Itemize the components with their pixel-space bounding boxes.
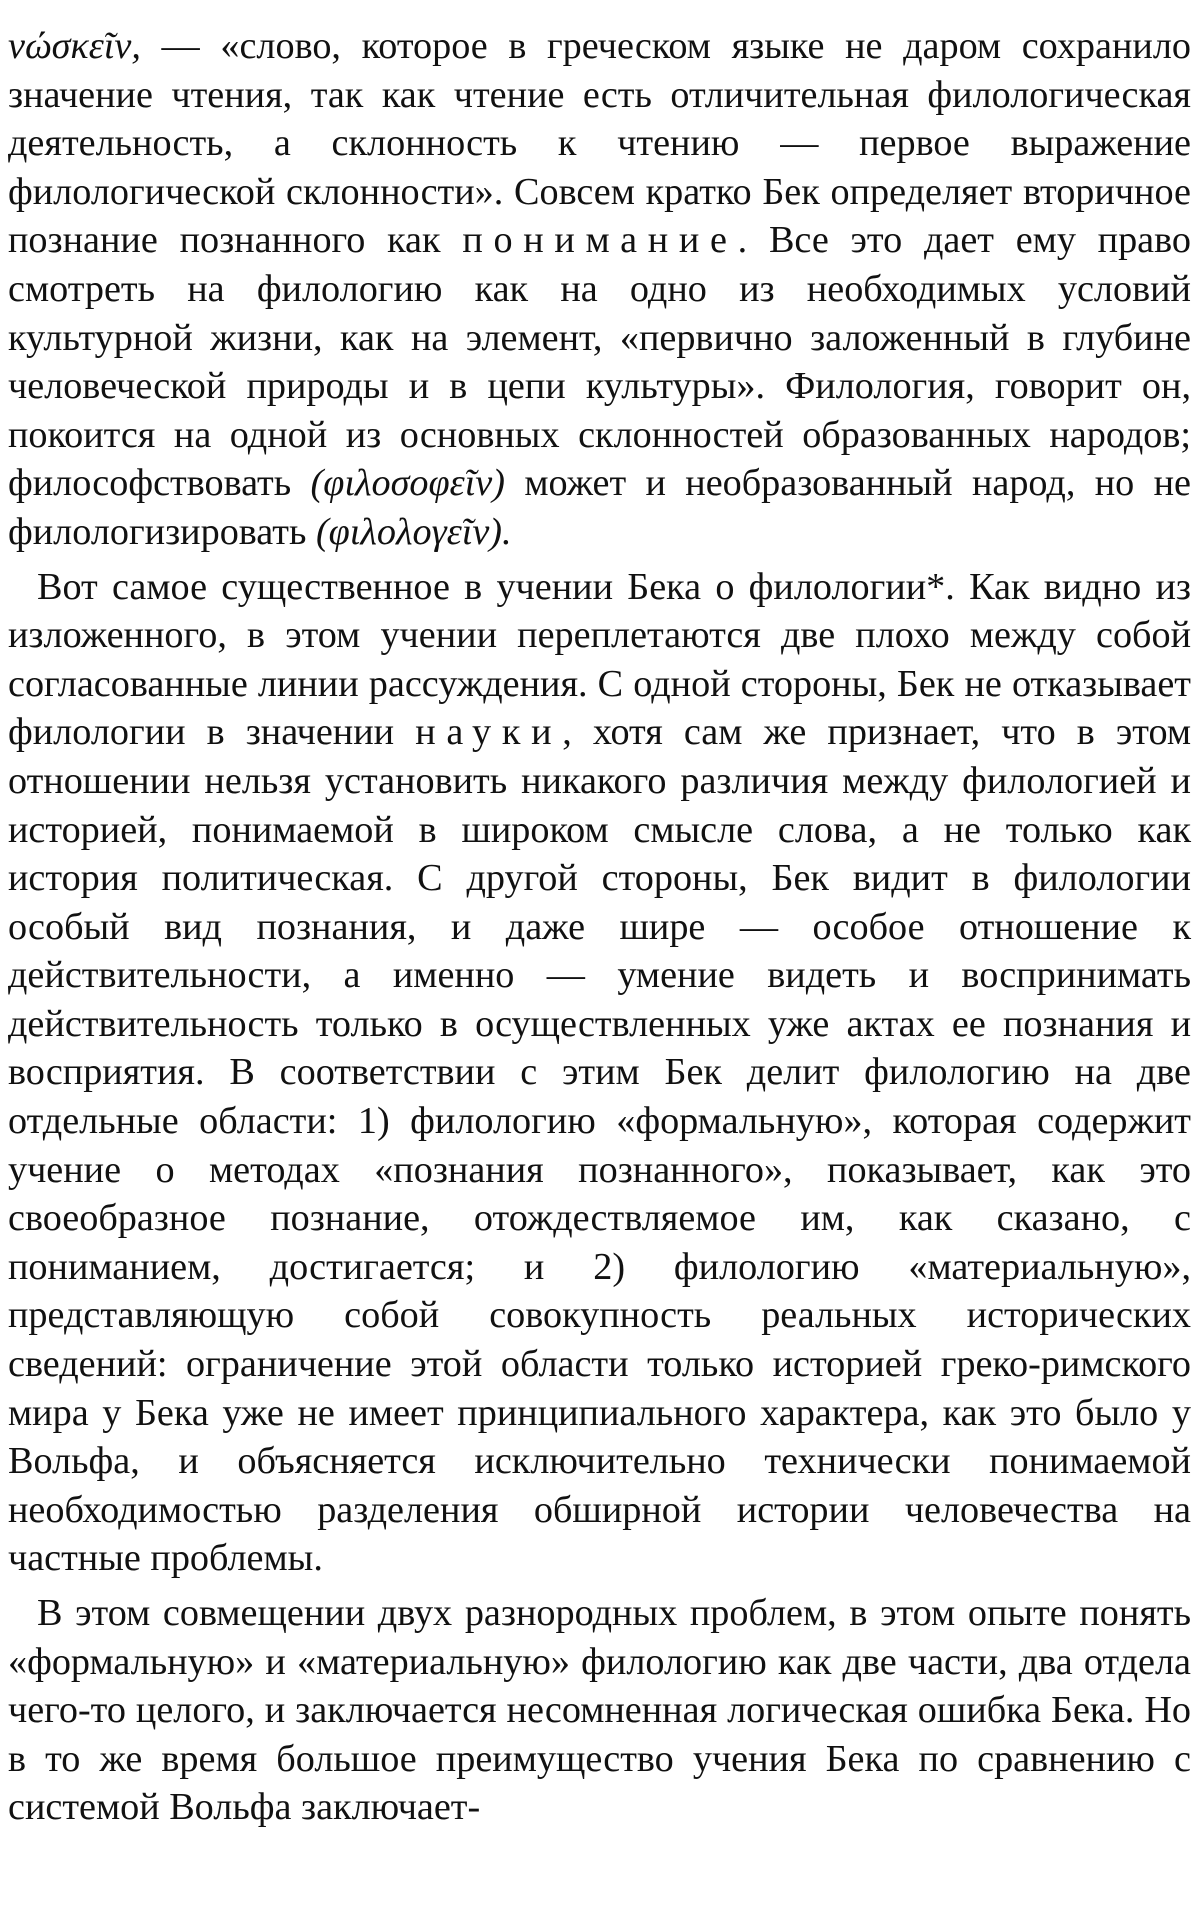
greek-word-noskein: νώσκεῖν, [8, 25, 141, 67]
text-segment: , хотя сам же признает, что в этом отношении нельзя установить никакого различия между филологией и историей, понимаемой в широком смысле слова, а не только как история политическая. С другой стороны, Бек видит в филологии особый вид познания, и даже шире — особое отношение к действительности, а именно — умение видеть и воспринимать действительность только в осуществленных уже актах ее познания и восприятия. В соответствии с этим Бек делит филологию на две отдельные области: 1) филологию «формальную», которая содержит учение о методах «познания познанного», показывает, как это своеобразное познание, отождествляемое им, как сказано, с пониманием, достигается; и 2) филологию «материальную», представляющую собой совокупность реальных исторических сведений: ограничение этой области только историей греко-римского мира у Бека уже не имеет принципиального характера, как это было у Вольфа, и объясняется исключительно технически понимаемой необходимостью разделения обширной истории человечества на частные проблемы. [8, 711, 1191, 1580]
body-text [8, 22, 1191, 1832]
paragraph-2 [8, 563, 1191, 1583]
text-segment: Вот самое существенное в учении Бека о филологии*. Как видно из изложенного, в этом учении переплетаются две плохо между собой согласованные линии рассуждения. С одной стороны, Бек не отказывает филологии в значении [8, 565, 1191, 754]
text-segment: — «слово, которое в греческом языке не даром сохранило значение чтения, так как чтение есть отличительная филологическая деятельность, а склонность к чтению — первое выражение филологической склонности». Совсем кратко Бек определяет вторичное познание познанного как [8, 25, 1191, 262]
emphasized-word-ponimanie: понимание [462, 219, 738, 262]
text-segment: может и необразованный народ, но не филологизировать [8, 462, 1191, 553]
greek-word-philosophein: (φιλοσοφεῖν) [310, 462, 505, 505]
text-segment: . Все это дает ему право смотреть на филологию как на одно из необходимых условий культурной жизни, как на элемент, «первично заложенный в глубине человеческой природы и в цепи культуры». Филология, говорит он, покоится на одной из основных склонностей образованных народов; философствовать [8, 219, 1191, 505]
text-segment: В этом совмещении двух разнородных проблем, в этом опыте понять «формальную» и «материальную» филологию как две части, два отдела чего-то целого, и заключается несомненная логическая ошибка Бека. Но в то же время большое преимущество учения Бека по сравнению с системой Вольфа заключает- [8, 1592, 1191, 1829]
greek-word-philologein: (φιλολογεῖν). [315, 510, 512, 553]
paragraph-1 [8, 22, 1191, 557]
paragraph-3 [8, 1589, 1191, 1832]
emphasized-word-nauki: науки [415, 711, 563, 754]
